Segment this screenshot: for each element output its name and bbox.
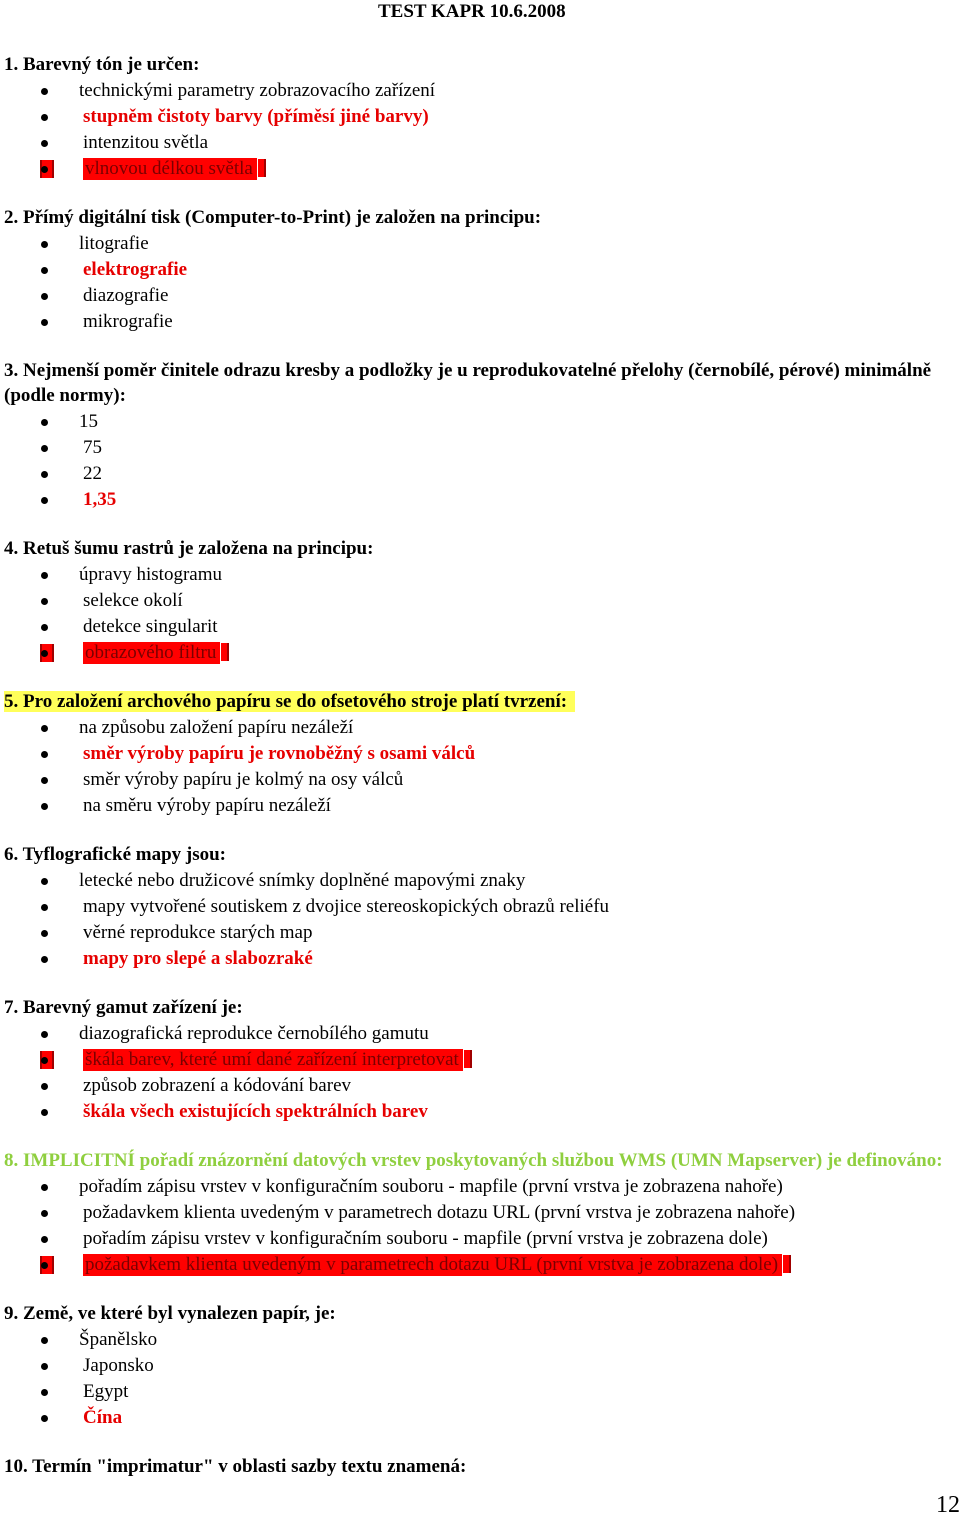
question-block [4, 358, 954, 513]
answer-text: pořadím zápisu vrstev v konfiguračním souboru - mapfile (první vrstva je zobrazena dole) [83, 1228, 768, 1249]
bullet-icon [41, 1363, 48, 1370]
bullet-icon [41, 88, 48, 95]
bullet-icon [41, 650, 48, 657]
answer-text: intenzitou světla [83, 132, 209, 153]
answer-option [4, 640, 954, 666]
answer-text: vlnovou délkou světla [83, 158, 257, 180]
question-block [4, 536, 954, 666]
answer-text: 15 [79, 411, 98, 432]
answer-option [4, 78, 954, 104]
answer-option [4, 257, 954, 283]
answer-text: Egypt [83, 1381, 129, 1402]
bullet-icon [41, 1210, 48, 1217]
answer-list [4, 562, 954, 666]
bullet-icon [41, 1109, 48, 1116]
answer-option [4, 1047, 954, 1073]
bullet-icon [41, 725, 48, 732]
question-title-text: 9. Země, ve které byl vynalezen papír, je: [4, 1303, 336, 1324]
answer-option [4, 741, 954, 767]
answer-text: směr výroby papíru je rovnoběžný s osami válců [83, 743, 476, 764]
question-title [4, 1301, 954, 1326]
bullet-icon [41, 293, 48, 300]
answer-list [4, 715, 954, 819]
answer-text: 1,35 [83, 489, 117, 510]
question-title [4, 358, 954, 408]
bullet-icon [41, 166, 48, 173]
answer-option [4, 946, 954, 972]
bullet-icon [41, 1389, 48, 1396]
answer-text: technickými parametry zobrazovacího zařízení [79, 80, 436, 101]
answer-option [4, 1021, 954, 1047]
correct-answer-marker-end [221, 643, 229, 661]
question-title [4, 52, 954, 77]
answer-text: 75 [83, 437, 102, 458]
question-block [4, 205, 954, 335]
answer-text: způsob zobrazení a kódování barev [83, 1075, 352, 1096]
bullet-icon [41, 751, 48, 758]
answer-option [4, 1174, 954, 1200]
question-title [4, 689, 954, 714]
answer-text: detekce singularit [83, 616, 218, 637]
question-title-text: 4. Retuš šumu rastrů je založena na principu: [4, 538, 374, 559]
correct-answer-marker-end [464, 1050, 472, 1068]
bullet-icon [41, 1337, 48, 1344]
question-title-text: 6. Tyflografické mapy jsou: [4, 844, 227, 865]
answer-text: úpravy histogramu [79, 564, 223, 585]
question-title [4, 1148, 954, 1173]
answer-option [4, 1099, 954, 1125]
question-title-text: 7. Barevný gamut zařízení je: [4, 997, 243, 1018]
question-title [4, 995, 954, 1020]
question-block [4, 1301, 954, 1431]
answer-list [4, 78, 954, 182]
question-block [4, 1454, 954, 1479]
bullet-icon [41, 777, 48, 784]
bullet-icon [41, 1083, 48, 1090]
answer-text: pořadím zápisu vrstev v konfiguračním souboru - mapfile (první vrstva je zobrazena nahoře) [79, 1176, 783, 1197]
question-block [4, 842, 954, 972]
answer-text: Čína [83, 1407, 123, 1428]
question-title-text: 2. Přímý digitální tisk (Computer-to-Print) je založen na principu: [4, 207, 542, 228]
bullet-icon [41, 803, 48, 810]
answer-text: stupněm čistoty barvy (příměsí jiné barvy) [83, 106, 429, 127]
answer-text: diazografie [83, 285, 169, 306]
bullet-icon [41, 445, 48, 452]
answer-text: škála barev, které umí dané zařízení interpretovat [83, 1049, 463, 1071]
answer-option [4, 793, 954, 819]
answer-option [4, 1405, 954, 1431]
bullet-icon [41, 1184, 48, 1191]
question-block [4, 52, 954, 182]
correct-answer-marker-end [783, 1255, 791, 1273]
answer-option [4, 435, 954, 461]
answer-text: na způsobu založení papíru nezáleží [79, 717, 354, 738]
bullet-icon [41, 1236, 48, 1243]
answer-option [4, 283, 954, 309]
answer-option [4, 1073, 954, 1099]
answer-option [4, 920, 954, 946]
answer-text: 22 [83, 463, 102, 484]
question-title [4, 1454, 954, 1479]
answer-list [4, 868, 954, 972]
question-title [4, 842, 954, 867]
answer-text: směr výroby papíru je kolmý na osy válců [83, 769, 404, 790]
bullet-icon [41, 904, 48, 911]
question-list [4, 52, 954, 1502]
answer-option [4, 104, 954, 130]
bullet-icon [41, 319, 48, 326]
answer-text: mapy pro slepé a slabozraké [83, 948, 313, 969]
answer-text: letecké nebo družicové snímky doplněné mapovými znaky [79, 870, 526, 891]
bullet-icon [41, 930, 48, 937]
bullet-icon [41, 497, 48, 504]
answer-option [4, 487, 954, 513]
answer-option [4, 231, 954, 257]
bullet-icon [41, 1057, 48, 1064]
answer-option [4, 1252, 954, 1278]
answer-text: mikrografie [83, 311, 173, 332]
answer-list [4, 1174, 954, 1278]
bullet-icon [41, 1262, 48, 1269]
answer-list [4, 1021, 954, 1125]
answer-option [4, 868, 954, 894]
bullet-icon [41, 114, 48, 121]
bullet-icon [41, 956, 48, 963]
bullet-icon [41, 471, 48, 478]
answer-list [4, 231, 954, 335]
answer-option [4, 130, 954, 156]
answer-option [4, 588, 954, 614]
answer-text: požadavkem klienta uvedeným v parametrech dotazu URL (první vrstva je zobrazena nahoře) [83, 1202, 796, 1223]
bullet-icon [41, 572, 48, 579]
bullet-icon [41, 140, 48, 147]
answer-text: selekce okolí [83, 590, 183, 611]
answer-text: obrazového filtru [83, 642, 220, 664]
answer-option [4, 409, 954, 435]
question-block [4, 995, 954, 1125]
answer-option [4, 715, 954, 741]
answer-text: diazografická reprodukce černobílého gamutu [79, 1023, 429, 1044]
document-header: TEST KAPR 10.6.2008 [378, 1, 566, 22]
answer-text: mapy vytvořené soutiskem z dvojice stereoskopických obrazů reliéfu [83, 896, 610, 917]
question-title-text: 10. Termín "imprimatur" v oblasti sazby textu znamená: [4, 1456, 467, 1477]
bullet-icon [41, 241, 48, 248]
answer-option [4, 767, 954, 793]
question-title-text: 5. Pro založení archového papíru se do ofsetového stroje platí tvrzení: [4, 691, 575, 712]
answer-option [4, 1327, 954, 1353]
question-title [4, 536, 954, 561]
answer-text: věrné reprodukce starých map [83, 922, 313, 943]
bullet-icon [41, 267, 48, 274]
bullet-icon [41, 598, 48, 605]
answer-option [4, 894, 954, 920]
answer-option [4, 1226, 954, 1252]
answer-text: škála všech existujících spektrálních barev [83, 1101, 428, 1122]
answer-option [4, 562, 954, 588]
question-title-text: 3. Nejmenší poměr činitele odrazu kresby a podložky je u reprodukovatelné přelohy (černobílé, pérové) minimálně (podle normy): [4, 360, 932, 406]
answer-option [4, 1200, 954, 1226]
answer-option [4, 156, 954, 182]
page-number: 12 [936, 1492, 960, 1518]
answer-list [4, 409, 954, 513]
answer-text: litografie [79, 233, 149, 254]
answer-list [4, 1327, 954, 1431]
question-block [4, 1148, 954, 1278]
question-block [4, 689, 954, 819]
answer-text: na směru výroby papíru nezáleží [83, 795, 331, 816]
answer-option [4, 1379, 954, 1405]
answer-option [4, 309, 954, 335]
answer-text: Japonsko [83, 1355, 154, 1376]
answer-option [4, 614, 954, 640]
answer-text: Španělsko [79, 1329, 158, 1350]
answer-option [4, 1353, 954, 1379]
question-title-text: 1. Barevný tón je určen: [4, 54, 200, 75]
bullet-icon [41, 419, 48, 426]
bullet-icon [41, 624, 48, 631]
bullet-icon [41, 878, 48, 885]
bullet-icon [41, 1031, 48, 1038]
question-title [4, 205, 954, 230]
answer-text: elektrografie [83, 259, 188, 280]
bullet-icon [41, 1415, 48, 1422]
answer-option [4, 461, 954, 487]
correct-answer-marker-end [258, 159, 266, 177]
answer-text: požadavkem klienta uvedeným v parametrech dotazu URL (první vrstva je zobrazena dole) [83, 1254, 782, 1276]
question-title-text: 8. IMPLICITNÍ pořadí znázornění datových vrstev poskytovaných službou WMS (UMN Mapserver) je definováno: [4, 1150, 943, 1171]
